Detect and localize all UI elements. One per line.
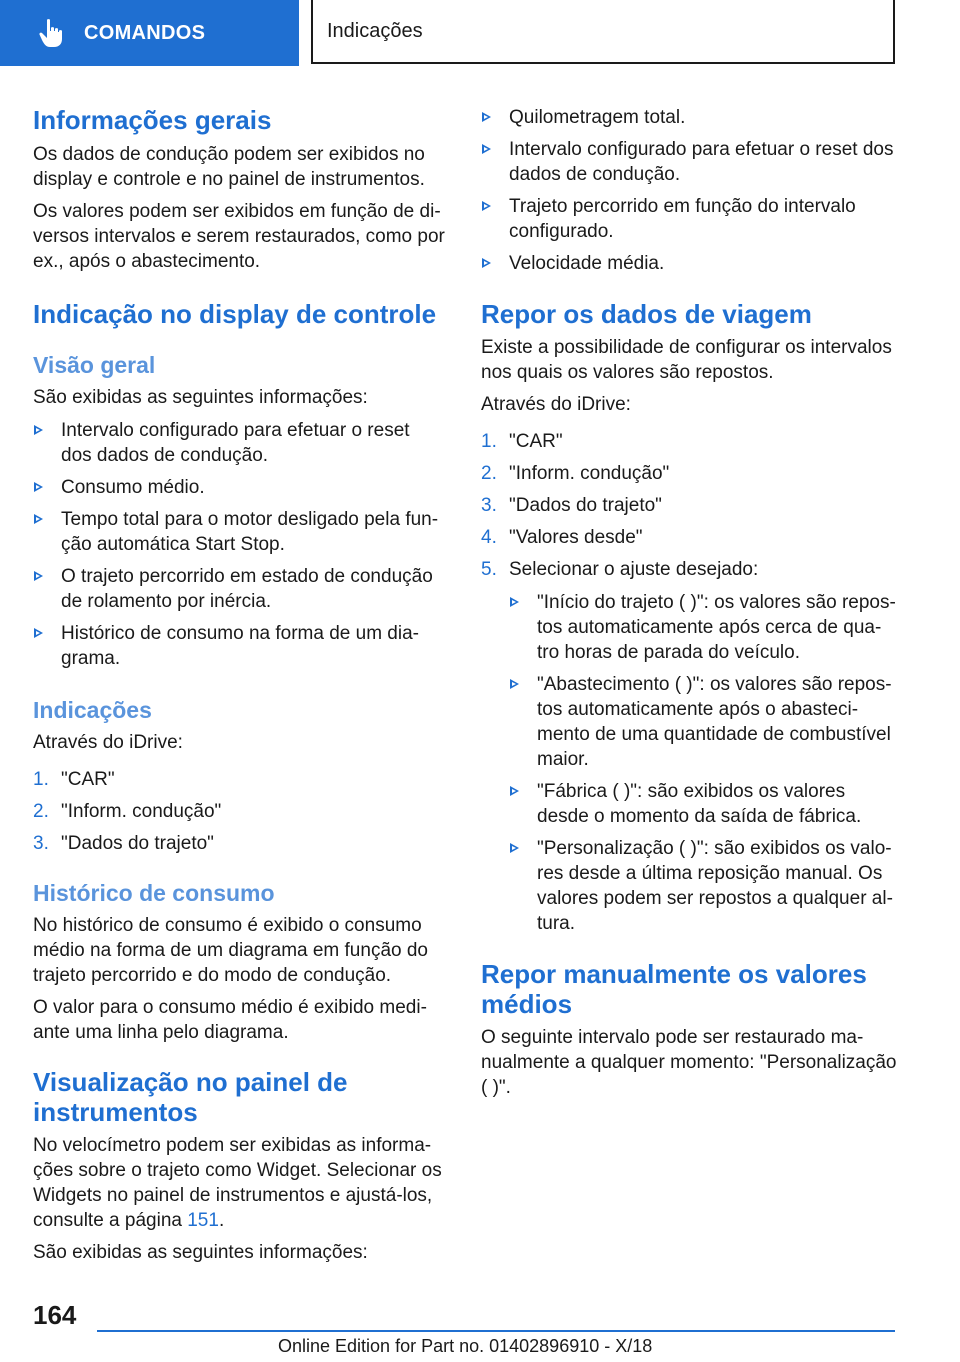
options-list bbox=[509, 590, 897, 936]
subheading-consumption-history: Histórico de consumo bbox=[33, 880, 275, 906]
paragraph: Existe a possibilidade de configurar os intervalos nos quais os valores são repostos. bbox=[481, 337, 892, 383]
list-item: Histórico de consumo na forma de um diagrama. bbox=[33, 621, 445, 671]
heading-general-info: Informações gerais bbox=[33, 105, 272, 135]
subheading-overview: Visão geral bbox=[33, 352, 156, 378]
heading-reset-trip-data: Repor os dados de viagem bbox=[481, 299, 812, 329]
bullet-triangle-icon bbox=[34, 482, 43, 492]
list-item: Intervalo configurado para efetuar o reset dos dados de condução. bbox=[481, 137, 897, 187]
bullet-triangle-icon bbox=[34, 628, 43, 638]
right-column bbox=[481, 100, 897, 1100]
overview-list bbox=[33, 418, 445, 671]
option-item: "Início do trajeto ( )": os valores são repostos automaticamente após cerca de quatro horas de parada do veículo. bbox=[509, 590, 897, 665]
step-item: 2. "Inform. condução" bbox=[33, 801, 222, 822]
option-item: "Fábrica ( )": são exibidos os valores desde o momento da saída de fábrica. bbox=[509, 779, 897, 829]
page-number: 164 bbox=[33, 1300, 77, 1330]
list-item: Tempo total para o motor desligado pela função automática Start Stop. bbox=[33, 507, 445, 557]
bullet-triangle-icon bbox=[34, 514, 43, 524]
page-reference-link[interactable]: 151 bbox=[187, 1210, 219, 1231]
steps-list bbox=[481, 429, 897, 936]
option-item: "Personalização ( )": são exibidos os valores desde a última reposição manual. Os valores podem ser repostos a qualquer altura. bbox=[509, 836, 897, 936]
heading-display-indication: Indicação no display de controle bbox=[33, 299, 437, 329]
bullet-triangle-icon bbox=[34, 425, 43, 435]
bullet-triangle-icon bbox=[482, 258, 491, 268]
paragraph: O seguinte intervalo pode ser restaurado manualmente a qualquer momento: "Personalização ( )". bbox=[481, 1027, 897, 1098]
paragraph: Através do iDrive: bbox=[481, 394, 631, 415]
steps-list bbox=[33, 767, 445, 856]
paragraph: O valor para o consumo médio é exibido mediante uma linha pelo diagrama. bbox=[33, 997, 427, 1043]
section-label: Indicações bbox=[327, 19, 423, 42]
step-item: 3. "Dados do trajeto" bbox=[33, 833, 214, 854]
list-item: Velocidade média. bbox=[481, 251, 897, 276]
list-item: Intervalo configurado para efetuar o reset dos dados de condução. bbox=[33, 418, 445, 468]
subheading-indications: Indicações bbox=[33, 697, 152, 723]
hand-pointer-icon bbox=[38, 18, 64, 48]
paragraph: Através do iDrive: bbox=[33, 732, 183, 753]
step-item: 1. "CAR" bbox=[481, 431, 563, 452]
info-list bbox=[481, 105, 897, 276]
page-header bbox=[0, 0, 960, 66]
bullet-triangle-icon bbox=[482, 112, 491, 122]
list-item: Consumo médio. bbox=[33, 475, 445, 500]
chapter-tab bbox=[0, 0, 299, 66]
bullet-triangle-icon bbox=[482, 144, 491, 154]
step-item: 5. Selecionar o ajuste desejado: "Início do trajeto ( )": os valores são repostos automaticamente após cerca de quatro horas de parada do veículo. "Abastecimento ( )": os valores são repostos automaticamente após o abastecimento de uma quantidade de combustível maior. "Fábrica ( )": são exibidos os valores desde o momento da saída de fábrica. "Personalização ( )": são exibidos os valores desde a última reposição manual. Os valores podem ser repostos a qualquer altura. bbox=[481, 559, 896, 934]
list-item: Trajeto percorrido em função do intervalo configurado. bbox=[481, 194, 897, 244]
option-item: "Abastecimento ( )": os valores são repostos automaticamente após o abastecimento de uma quantidade de combustível maior. bbox=[509, 672, 897, 772]
bullet-triangle-icon bbox=[510, 679, 519, 689]
footer-divider bbox=[97, 1330, 895, 1332]
step-item: 3. "Dados do trajeto" bbox=[481, 495, 662, 516]
step-item: 1. "CAR" bbox=[33, 769, 115, 790]
list-item: O trajeto percorrido em estado de condução de rolamento por inércia. bbox=[33, 564, 445, 614]
paragraph: No histórico de consumo é exibido o consumo médio na forma de um diagrama em função do trajeto percorrido e do modo de condução. bbox=[33, 915, 428, 986]
paragraph: São exibidas as seguintes informações: bbox=[33, 387, 368, 408]
footer-edition: Online Edition for Part no. 01402896910 - X/18 bbox=[278, 1336, 653, 1356]
bullet-triangle-icon bbox=[510, 786, 519, 796]
paragraph: São exibidas as seguintes informações: bbox=[33, 1242, 368, 1263]
chapter-label: COMANDOS bbox=[84, 21, 206, 44]
bullet-triangle-icon bbox=[510, 843, 519, 853]
paragraph: Os valores podem ser exibidos em função de diversos intervalos e serem restaurados, como por ex., após o abastecimento. bbox=[33, 201, 445, 272]
heading-instrument-cluster: Visualização no painel de instrumentos bbox=[33, 1067, 348, 1127]
paragraph: Os dados de condução podem ser exibidos no display e controle e no painel de instrumentos. bbox=[33, 144, 425, 190]
bullet-triangle-icon bbox=[34, 571, 43, 581]
bullet-triangle-icon bbox=[510, 597, 519, 607]
bullet-triangle-icon bbox=[482, 201, 491, 211]
paragraph: No velocímetro podem ser exibidas as informações sobre o trajeto como Widget. Selecionar os Widgets no painel de instrumentos e ajustá-los, consulte a página 151. bbox=[33, 1135, 442, 1231]
heading-manual-reset: Repor manualmente os valores médios bbox=[481, 959, 867, 1019]
list-item: Quilometragem total. bbox=[481, 105, 897, 130]
step-item: 2. "Inform. condução" bbox=[481, 463, 670, 484]
section-tab bbox=[311, 0, 895, 64]
step-item: 4. "Valores desde" bbox=[481, 527, 643, 548]
left-column bbox=[33, 100, 445, 1265]
